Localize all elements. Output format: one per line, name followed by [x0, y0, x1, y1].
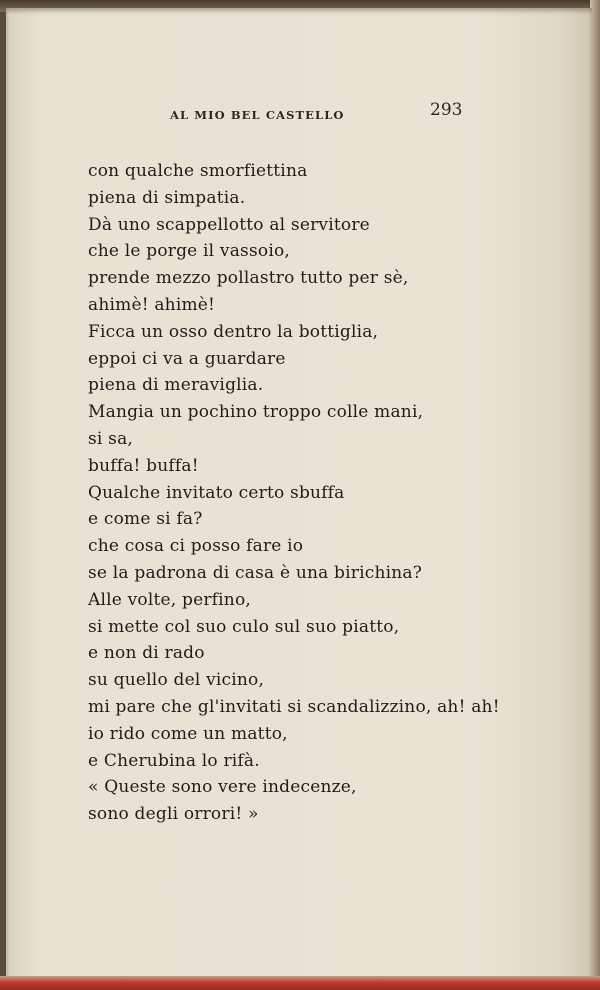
poem-line: Alle volte, perfino,	[88, 589, 251, 610]
poem-line: se la padrona di casa è una birichina?	[88, 562, 423, 583]
poem-line: piena di meraviglia.	[88, 375, 264, 396]
poem-line: che cosa ci posso fare io	[88, 536, 304, 557]
poem-line: piena di simpatia.	[88, 187, 246, 208]
page-header	[6, 96, 592, 126]
poem-line: Qualche invitato certo sbuffa	[88, 482, 345, 503]
poem-line: prende mezzo pollastro tutto per sè,	[88, 268, 409, 289]
poem-line: Dà uno scappellotto al servitore	[88, 214, 370, 235]
running-head: AL MIO BEL CASTELLO	[170, 108, 345, 122]
poem-line: io rido come un matto,	[88, 723, 288, 744]
poem-line: su quello del vicino,	[88, 670, 265, 691]
poem-line: « Queste sono vere indecenze,	[88, 777, 357, 798]
poem-line: e non di rado	[88, 643, 205, 664]
poem-text	[88, 158, 558, 828]
book-bottom-edge	[0, 976, 600, 990]
poem-line: sono degli orrori! »	[88, 804, 259, 825]
poem-line: buffa! buffa!	[88, 455, 199, 476]
poem-line: che le porge il vassoio,	[88, 241, 291, 262]
poem-line: Ficca un osso dentro la bottiglia,	[88, 321, 379, 342]
poem-line: mi pare che gl'invitati si scandalizzino, ah! ah!	[88, 696, 500, 717]
poem-line: si mette col suo culo sul suo piatto,	[88, 616, 400, 637]
poem-line: si sa,	[88, 428, 134, 449]
poem-line: con qualche smorfiettina	[88, 161, 308, 181]
poem-line: e Cherubina lo rifà.	[88, 750, 260, 771]
book-page	[6, 8, 592, 978]
poem-line: e come si fa?	[88, 509, 203, 530]
page-number: 293	[430, 100, 463, 120]
poem-line: eppoi ci va a guardare	[88, 348, 286, 369]
poem-line: Mangia un pochino troppo colle mani,	[88, 402, 424, 423]
poem-line: ahimè! ahimè!	[88, 294, 216, 315]
